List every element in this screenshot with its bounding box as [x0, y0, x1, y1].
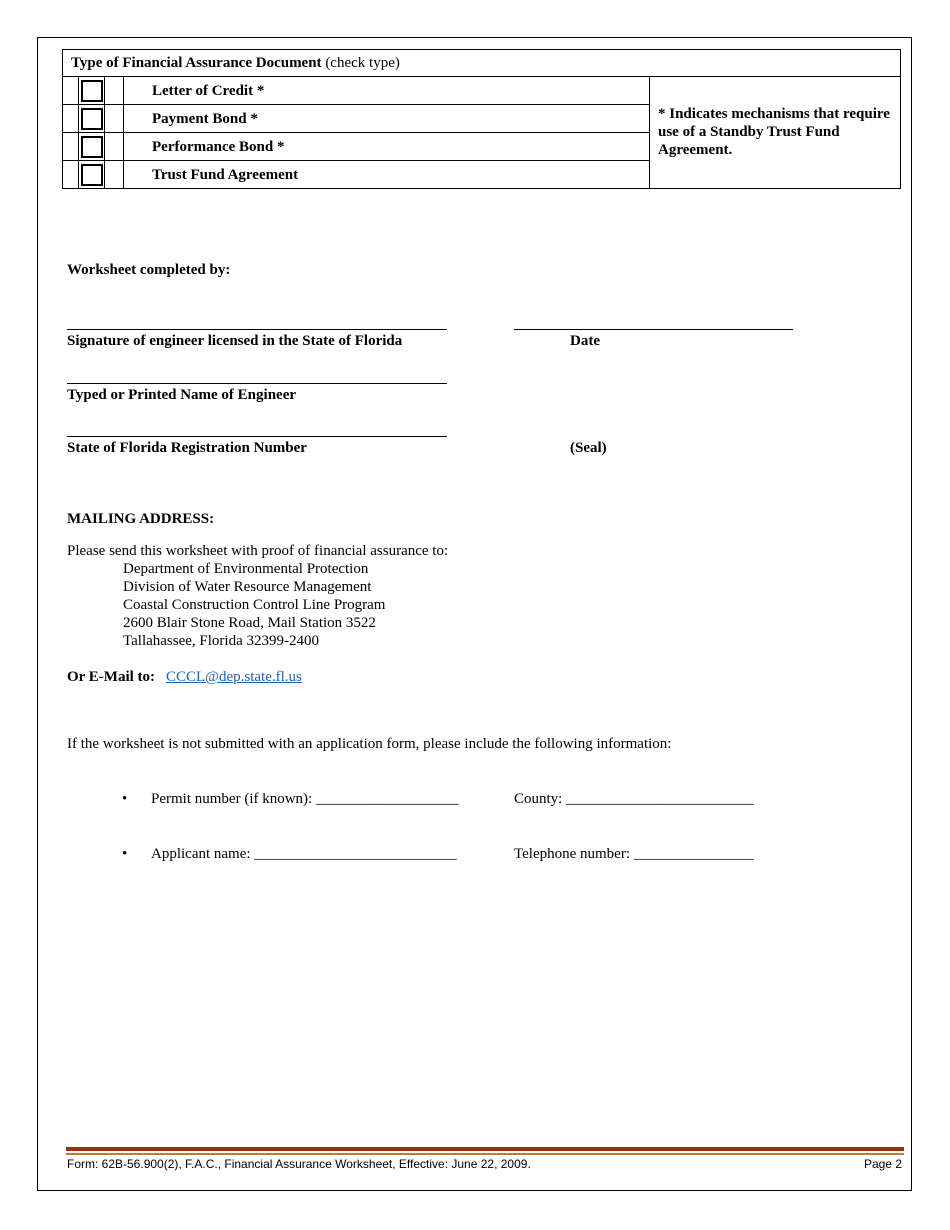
signature-line[interactable] — [67, 329, 447, 330]
table-header-title: Type of Financial Assurance Document — [71, 55, 322, 71]
address-line: Division of Water Resource Management — [123, 579, 372, 595]
permit-number-field[interactable]: Permit number (if known): ___________________ — [151, 791, 459, 807]
telephone-field[interactable]: Telephone number: ________________ — [514, 846, 754, 862]
county-field[interactable]: County: _________________________ — [514, 791, 754, 807]
payment-bond-checkbox[interactable] — [81, 108, 103, 130]
trust-fund-checkbox[interactable] — [81, 164, 103, 186]
extra-info-intro: If the worksheet is not submitted with an application form, please include the following information: — [67, 736, 672, 752]
option-label: Trust Fund Agreement — [152, 167, 299, 183]
date-label: Date — [570, 333, 600, 349]
page-frame — [37, 37, 912, 1191]
table-header — [63, 50, 900, 77]
address-line: Tallahassee, Florida 32399-2400 — [123, 633, 319, 649]
option-label: Letter of Credit * — [152, 83, 265, 99]
printed-name-line[interactable] — [67, 383, 447, 384]
footer-form-text: Form: 62B-56.900(2), F.A.C., Financial Assurance Worksheet, Effective: June 22, 2009. — [67, 1157, 531, 1171]
signature-label: Signature of engineer licensed in the State of Florida — [67, 333, 403, 349]
address-line: Department of Environmental Protection — [123, 561, 369, 577]
table-header-note: (check type) — [321, 55, 400, 71]
date-line[interactable] — [514, 329, 793, 330]
option-label: Performance Bond * — [152, 139, 285, 155]
completed-by-heading: Worksheet completed by: — [67, 262, 231, 278]
email-link[interactable]: CCCL@dep.state.fl.us — [166, 669, 302, 685]
printed-name-label: Typed or Printed Name of Engineer — [67, 387, 297, 403]
option-label: Payment Bond * — [152, 111, 258, 127]
seal-label: (Seal) — [570, 440, 607, 456]
performance-bond-checkbox[interactable] — [81, 136, 103, 158]
registration-label: State of Florida Registration Number — [67, 440, 307, 456]
email-label: Or E-Mail to: — [67, 669, 156, 685]
mailing-intro: Please send this worksheet with proof of financial assurance to: — [67, 543, 449, 559]
address-line: Coastal Construction Control Line Program — [123, 597, 386, 613]
option-row-letter-of-credit — [63, 77, 649, 105]
bullet-icon: • — [122, 791, 128, 807]
footer-rule-light — [66, 1153, 904, 1155]
mailing-heading: MAILING ADDRESS: — [67, 511, 215, 527]
footer-rule-dark — [66, 1147, 904, 1151]
option-row-trust-fund — [63, 161, 649, 189]
option-row-payment-bond — [63, 105, 649, 133]
applicant-name-field[interactable]: Applicant name: ___________________________ — [151, 846, 457, 862]
registration-line[interactable] — [67, 436, 447, 437]
letter-of-credit-checkbox[interactable] — [81, 80, 103, 102]
address-line: 2600 Blair Stone Road, Mail Station 3522 — [123, 615, 376, 631]
financial-assurance-table — [62, 49, 901, 189]
footer-page-number: Page 2 — [863, 1157, 902, 1171]
standby-trust-note: * Indicates mechanisms that require use of a Standby Trust Fund Agreement. — [649, 77, 900, 188]
bullet-icon: • — [122, 846, 128, 862]
option-row-performance-bond — [63, 133, 649, 161]
